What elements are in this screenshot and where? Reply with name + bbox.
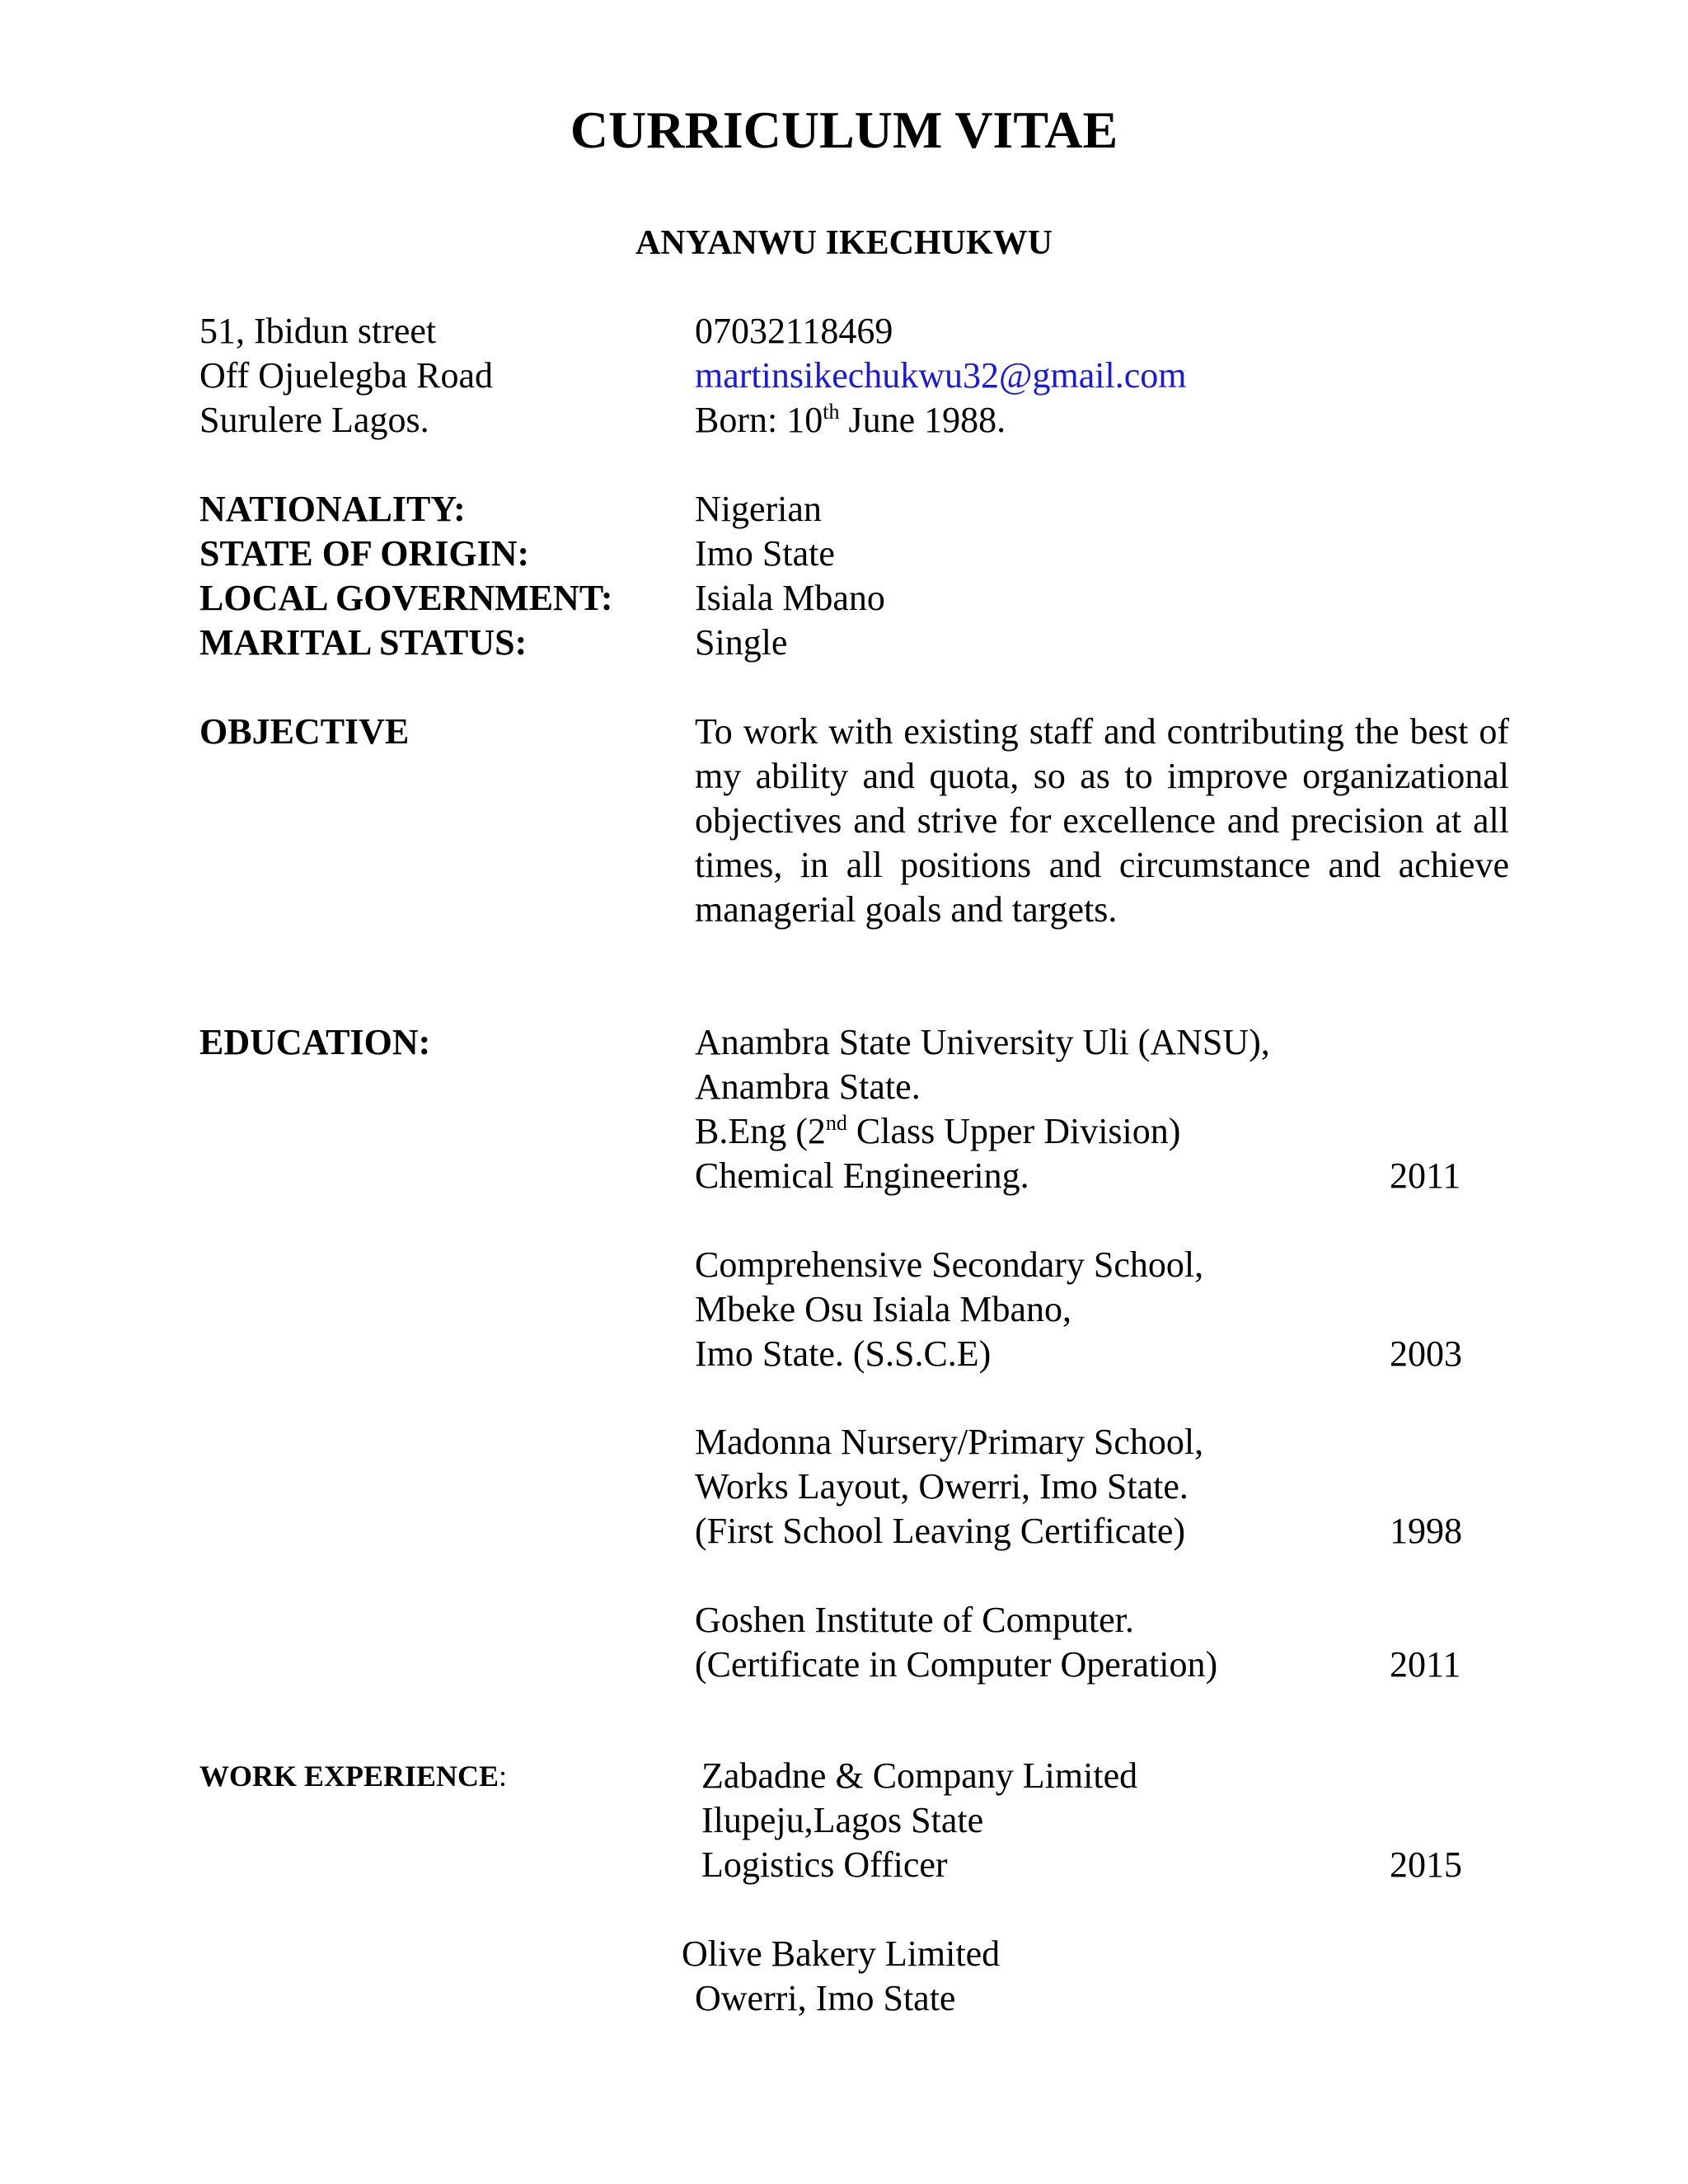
marital-status-value: Single <box>695 622 788 663</box>
local-government-value: Isiala Mbano <box>695 578 885 618</box>
education-line: Goshen Institute of Computer. <box>695 1600 1134 1640</box>
education-line: (First School Leaving Certificate) <box>695 1511 1186 1551</box>
education-line: Comprehensive Secondary School, <box>695 1244 1204 1285</box>
education-line: (Certificate in Computer Operation) <box>695 1644 1218 1685</box>
local-government-label: LOCAL GOVERNMENT: <box>199 578 613 618</box>
phone-number: 07032118469 <box>695 311 893 351</box>
work-line: Olive Bakery Limited <box>682 1933 1001 1974</box>
education-line: Anambra State. <box>695 1066 921 1107</box>
state-of-origin-label: STATE OF ORIGIN: <box>199 533 530 574</box>
education-line: Imo State. (S.S.C.E) <box>695 1333 992 1374</box>
objective-text: To work with existing staff and contributing the best of my ability and quota, so as to improve organizational objectives and strive for excellence and precision at all times, in all positions and circumstance and achieve managerial goals and targets. <box>695 711 1509 930</box>
education-line: Anambra State University Uli (ANSU), <box>695 1022 1270 1062</box>
work-year: 2015 <box>1390 1844 1462 1885</box>
work-line: Logistics Officer <box>701 1844 948 1885</box>
education-line: Mbeke Osu Isiala Mbano, <box>695 1289 1072 1329</box>
education-year: 2011 <box>1390 1155 1461 1196</box>
address-line-2: Off Ojuelegba Road <box>199 355 493 396</box>
date-of-birth: Born: 10th June 1988. <box>695 400 1006 440</box>
education-degree: B.Eng (2nd Class Upper Division) <box>695 1111 1181 1151</box>
state-of-origin-value: Imo State <box>695 533 835 574</box>
objective-label: OBJECTIVE <box>199 711 410 752</box>
address-line-1: 51, Ibidun street <box>199 311 437 351</box>
education-year: 2003 <box>1390 1333 1462 1374</box>
education-label: EDUCATION: <box>199 1022 431 1062</box>
work-experience-label: WORK EXPERIENCE: <box>199 1760 508 1793</box>
nationality-label: NATIONALITY: <box>199 489 466 529</box>
document-title: CURRICULUM VITAE <box>570 101 1118 159</box>
email-link[interactable]: martinsikechukwu32@gmail.com <box>695 355 1187 396</box>
work-line: Ilupeju,Lagos State <box>701 1800 984 1840</box>
work-line: Zabadne & Company Limited <box>701 1755 1138 1796</box>
nationality-value: Nigerian <box>695 489 822 529</box>
education-line: Works Layout, Owerri, Imo State. <box>695 1466 1189 1507</box>
marital-status-label: MARITAL STATUS: <box>199 622 528 663</box>
candidate-name: ANYANWU IKECHUKWU <box>635 224 1053 262</box>
education-line: Madonna Nursery/Primary School, <box>695 1422 1204 1462</box>
education-line: Chemical Engineering. <box>695 1155 1029 1196</box>
address-line-3: Surulere Lagos. <box>199 400 429 440</box>
education-year: 2011 <box>1390 1644 1461 1685</box>
work-line: Owerri, Imo State <box>695 1978 956 2018</box>
education-year: 1998 <box>1390 1511 1462 1551</box>
